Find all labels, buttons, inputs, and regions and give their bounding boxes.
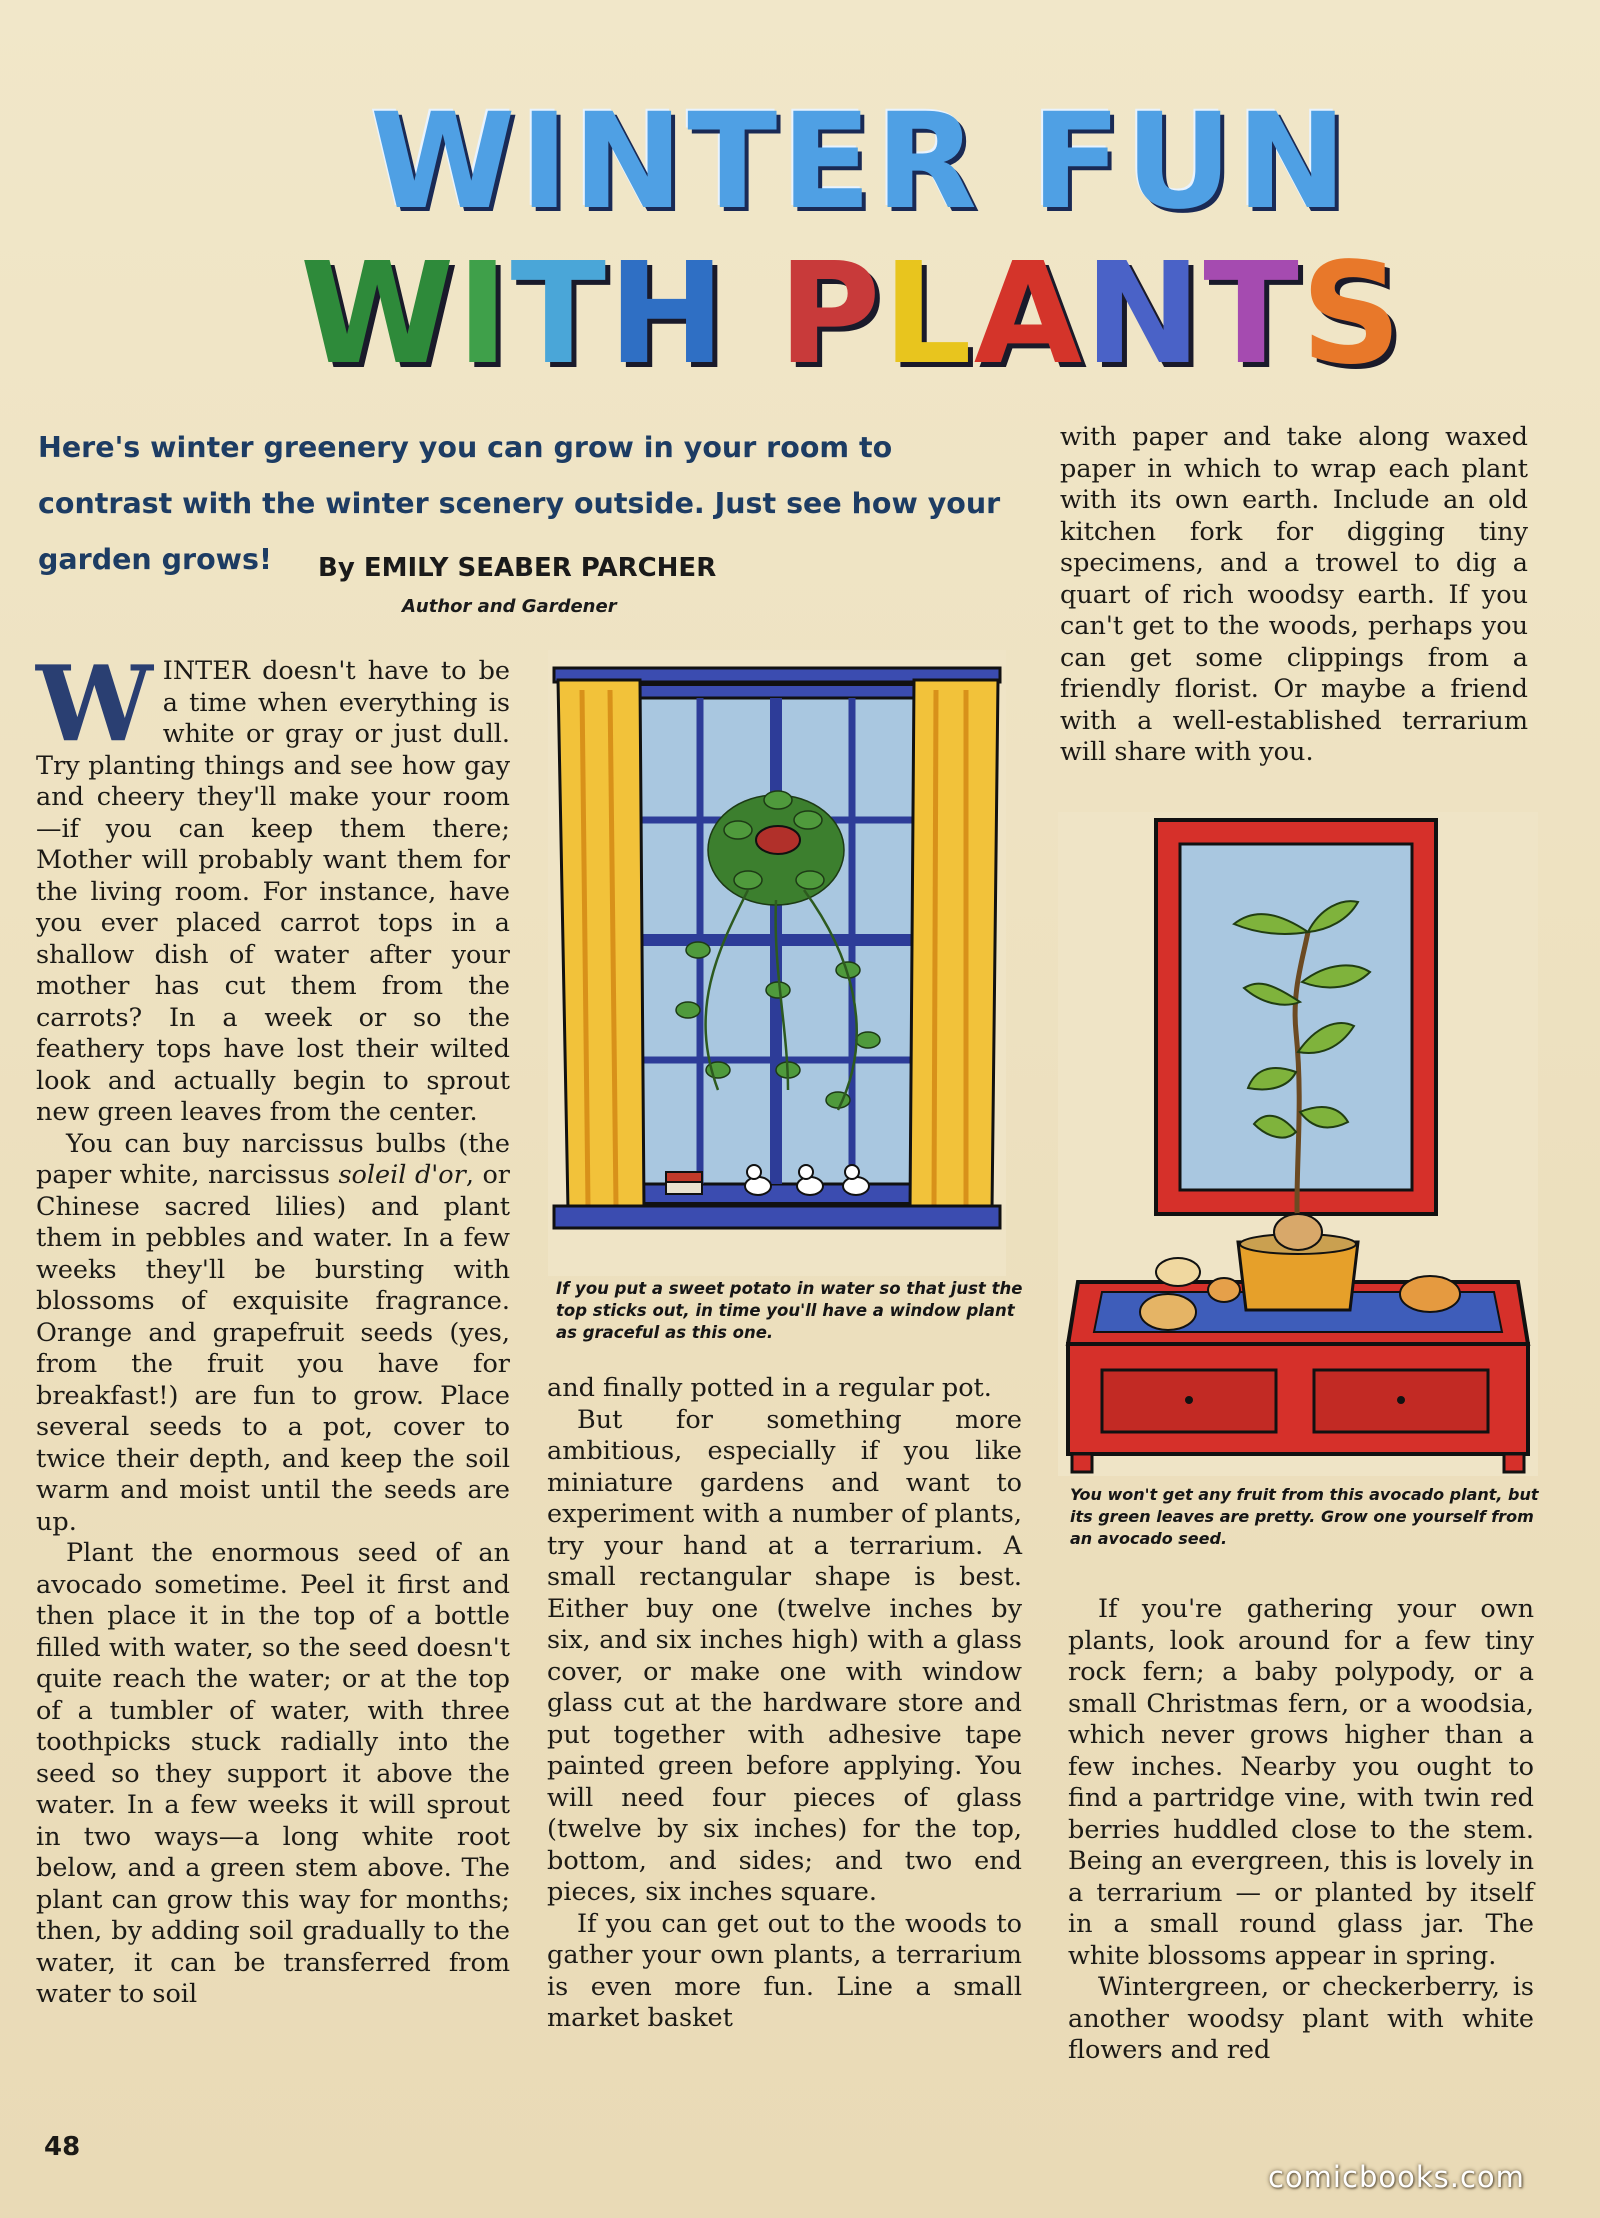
paragraph xyxy=(36,642,510,1129)
paragraph: with paper and take along waxed paper in which to wrap each plant with its own earth. Include an old kitchen fork for digging tiny specimens, and a trowel to dig a quart of rich woodsy earth. If you can't get to the woods, perhaps you can get some clippings from a friendly florist. Or maybe a friend with a well-established terrarium will share with you. xyxy=(1060,422,1528,767)
title-letter: H xyxy=(608,233,728,396)
byline: By EMILY SEABER PARCHER xyxy=(318,553,717,583)
paragraph xyxy=(36,1129,510,1539)
title-letter: L xyxy=(882,233,974,396)
article-column-3-top xyxy=(1060,422,1528,769)
byline-subtitle: Author and Gardener xyxy=(402,596,617,617)
title-winter-fun: WINTER FUN xyxy=(370,85,1351,239)
paragraph: and finally potted in a regular pot. xyxy=(547,1373,992,1403)
page-number: 48 xyxy=(44,2132,81,2162)
paragraph: Wintergreen, or checkerberry, is another woodsy plant with white flowers and red xyxy=(1068,1972,1534,2065)
italic-term: soleil d'or xyxy=(338,1160,466,1190)
paragraph-text: , or Chinese sacred lilies) and plant them in pebbles and water. In a few weeks they'll be bursting with blossoms of exquisite fragrance. Orange and grapefruit seeds (yes, from the fruit you have for breakfast!) are fun to grow. Place several seeds to a pot, cover to twice their depth, and keep the soil warm and moist until the seeds are up. xyxy=(36,1160,511,1537)
title-letter: T xyxy=(1203,233,1301,396)
paragraph: If you're gathering your own plants, look around for a few tiny rock fern; a baby polypody, or a small Christmas fern, or a woodsia, which never grows higher than a few inches. Nearby you ought to find a partridge vine, with twin red berries huddled close to the stem. Being an evergreen, this is lovely in a terrarium — or planted by itself in a small round glass jar. The white blossoms appear in spring. xyxy=(1068,1594,1534,1971)
site-watermark: comicbooks.com xyxy=(1268,2160,1525,2194)
title-letter: A xyxy=(973,233,1085,396)
title-letter: P xyxy=(777,233,883,396)
window-illustration-caption: If you put a sweet potato in water so that just the top sticks out, in time you'll have a window plant as graceful as this one. xyxy=(556,1279,1023,1342)
article-column-3-bottom xyxy=(1068,1594,1534,2067)
window-plant-illustration xyxy=(548,650,1006,1276)
paragraph: If you can get out to the woods to gather your own plants, a terrarium is even more fun. Line a small market basket xyxy=(547,1908,1022,2033)
paragraph: But for something more ambitious, especially if you like miniature gardens and want to experiment with a number of plants, try your hand at a terrarium. A small rectangular shape is best. Either buy one (twelve inches by six, and six inches high) with a glass cover, or make one with window glass cut at the hardware store and put together with adhesive tape painted green before applying. You will need four pieces of glass (twelve by six inches) for the top, bottom, and sides; and two end pieces, six inches square. xyxy=(547,1404,1022,1907)
article-column-1 xyxy=(36,642,511,2011)
title-letter: W xyxy=(300,233,457,396)
title-letter: N xyxy=(1084,233,1204,396)
paragraph-text: INTER doesn't have to be a time when everything is white or gray or just dull. Try planting things and see how gay and cheery they'll make your room—if you can keep them there; Mother will probably want them for the living room. For instance, have you ever placed carrot tops in a shallow dish of water after your mother has cut them from the carrots? In a week or so the feathery tops have lost their wilted look and actually begin to sprout new green leaves from the center. xyxy=(36,656,510,1127)
title-letter: I xyxy=(456,233,511,396)
drop-cap: W xyxy=(36,642,153,765)
paragraph-text: You can buy narcissus bulbs (the paper white, narcissus xyxy=(36,1128,510,1190)
paragraph: Plant the enormous seed of an avocado sometime. Peel it first and then place it in the top of a bottle filled with water, so the seed doesn't quite reach the water; or at the top of a tumbler of water, with three toothpicks stuck radially into the seed so they support it above the water. In a few weeks it will sprout in two ways—a long white root below, and a green stem above. The plant can grow this way for months; then, by adding soil gradually to the water, it can be transferred from water to soil xyxy=(36,1538,510,2009)
title-letter: T xyxy=(510,233,609,396)
article-column-2 xyxy=(547,1373,1022,2035)
title-with-plants xyxy=(300,233,1404,396)
title-letter xyxy=(727,240,778,390)
intro-deck: Here's winter greenery you can grow in your room to contrast with the winter scenery outside. Just see how your garden grows! xyxy=(38,431,1001,576)
avocado-illustration-caption: You won't get any fruit from this avocado plant, but its green leaves are pretty. Grow one yourself from an avocado seed. xyxy=(1070,1485,1539,1548)
title-letter: S xyxy=(1300,233,1404,396)
avocado-plant-illustration xyxy=(1058,812,1538,1476)
